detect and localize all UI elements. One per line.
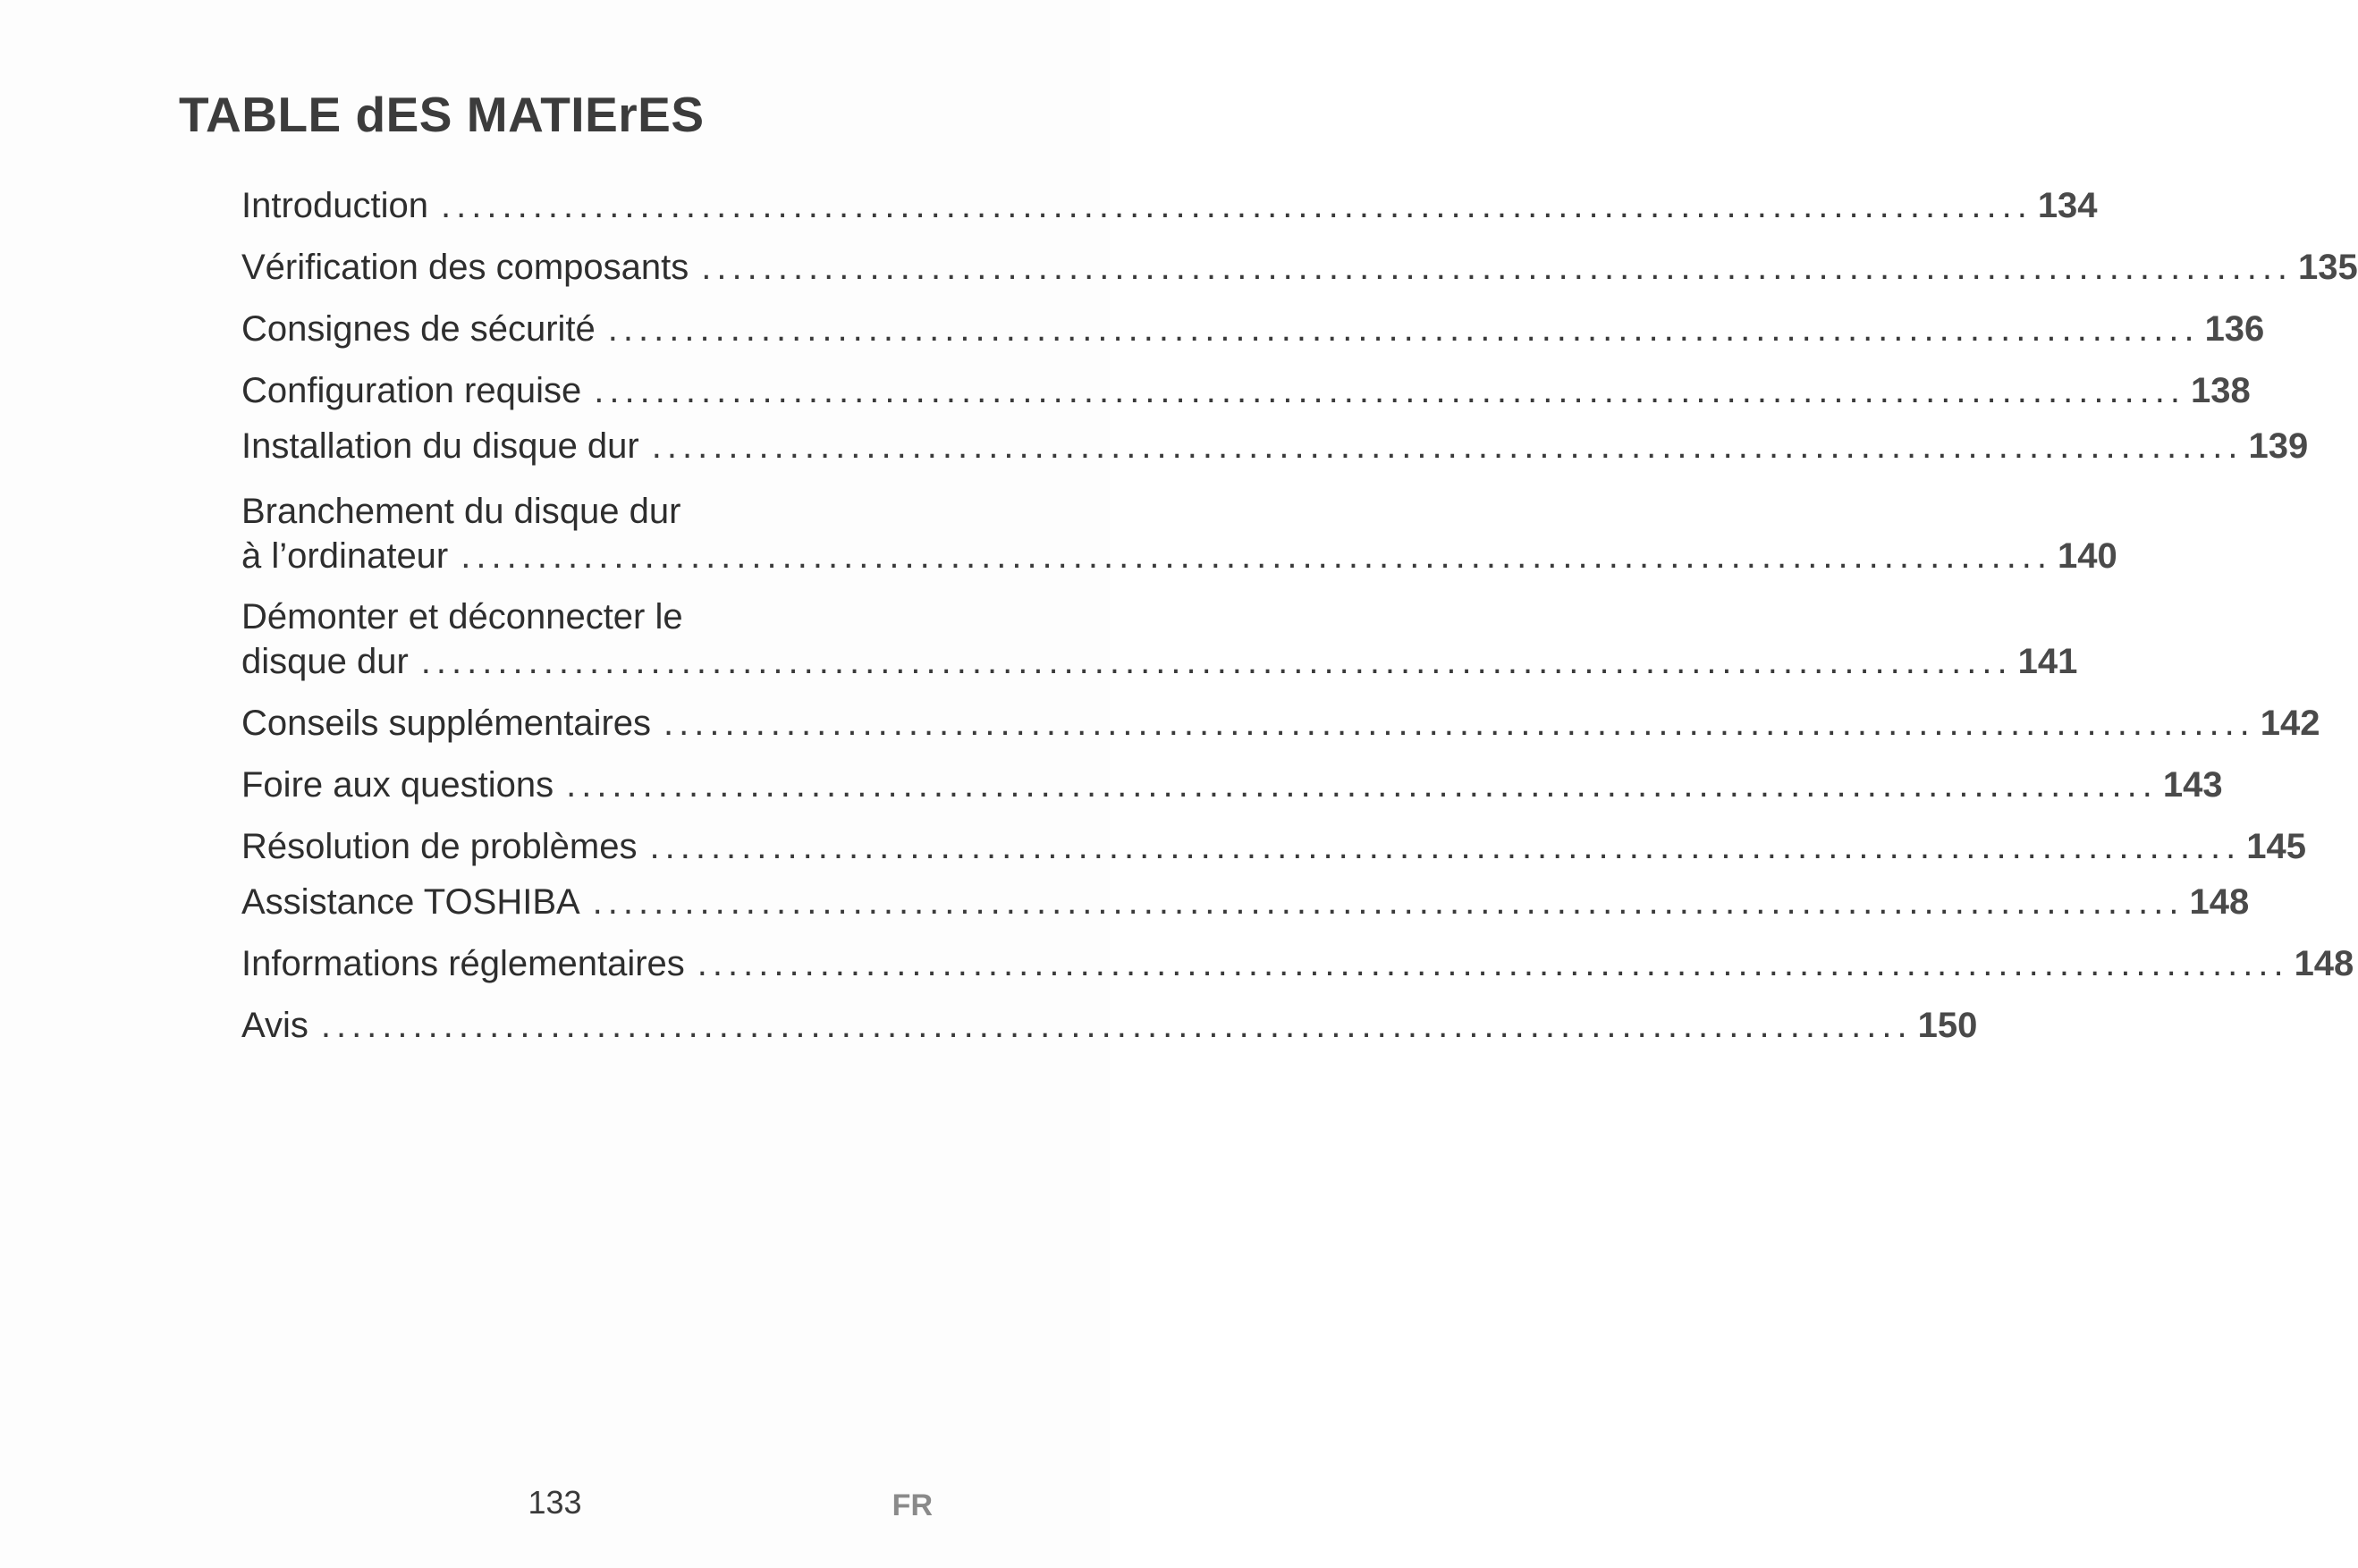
toc-entry-branchement[interactable] — [241, 489, 2117, 578]
dot-leader: ........................................................................................................ — [697, 944, 2289, 983]
toc-entry-introduction[interactable] — [241, 183, 2098, 228]
toc-entry-conseils[interactable] — [241, 701, 2320, 746]
toc-entry-label: Avis — [241, 1006, 308, 1045]
toc-entry-verification[interactable] — [241, 245, 2358, 290]
toc-entry-installation[interactable] — [241, 424, 2309, 468]
dot-leader: ........................................................................................................ — [594, 371, 2186, 410]
toc-page-number: 145 — [2246, 827, 2307, 866]
toc-entry-label: à l’ordinateur — [241, 536, 449, 576]
toc-entry-label: Introduction — [241, 186, 429, 225]
dot-leader: ........................................................................................................ — [592, 882, 2185, 922]
toc-page-number: 134 — [2037, 186, 2098, 225]
toc-entry-consignes[interactable] — [241, 307, 2265, 351]
toc-page-number: 150 — [1917, 1006, 1978, 1045]
toc-entry-label-line-1: Démonter et déconnecter le — [241, 597, 683, 636]
toc-entry-demonter[interactable] — [241, 594, 2078, 684]
dot-leader: ........................................................................................................ — [461, 536, 2053, 576]
dot-leader: ........................................................................................................ — [320, 1006, 1913, 1045]
dot-leader: ........................................................................................................ — [607, 309, 2200, 349]
dot-leader: ........................................................................................................ — [566, 765, 2158, 805]
page-title: TABLE dES MATIErES — [179, 87, 705, 142]
toc-page-number: 141 — [2017, 642, 2078, 681]
toc-entry-label: Consignes de sécurité — [241, 309, 596, 349]
toc-entry-label: Informations réglementaires — [241, 944, 685, 983]
dot-leader: ........................................................................................................ — [651, 426, 2244, 466]
toc-page-number: 143 — [2162, 765, 2223, 805]
toc-page-number: 139 — [2248, 426, 2309, 466]
toc-entry-label: Conseils supplémentaires — [241, 704, 652, 743]
toc-page-number: 136 — [2204, 309, 2265, 349]
toc-entry-label: Installation du disque dur — [241, 426, 639, 466]
toc-entry-label: Vérification des composants — [241, 248, 689, 287]
toc-entry-label: Résolution de problèmes — [241, 827, 638, 866]
toc-entry-configuration[interactable] — [241, 368, 2251, 413]
toc-page-number: 142 — [2260, 704, 2320, 743]
dot-leader: ........................................................................................................ — [441, 186, 2033, 225]
toc-entry-label: Foire aux questions — [241, 765, 554, 805]
toc-page-number: 148 — [2294, 944, 2354, 983]
dot-leader: ........................................................................................................ — [420, 642, 2013, 681]
toc-page-number: 135 — [2298, 248, 2358, 287]
toc-entry-label: Assistance TOSHIBA — [241, 882, 580, 922]
toc-page-number: 140 — [2058, 536, 2117, 576]
toc-entry-label-line-1: Branchement du disque dur — [241, 492, 681, 531]
toc-entry-label: disque dur — [241, 642, 409, 681]
toc-entry-resolution[interactable] — [241, 824, 2307, 869]
toc-entry-avis[interactable] — [241, 1003, 1978, 1048]
dot-leader: ........................................................................................................ — [663, 704, 2255, 743]
toc-entry-assistance[interactable] — [241, 880, 2250, 924]
toc-entry-faq[interactable] — [241, 763, 2223, 807]
toc-page-number: 138 — [2191, 371, 2251, 410]
page-number: 133 — [528, 1484, 582, 1521]
toc-entry-informations[interactable] — [241, 941, 2354, 986]
dot-leader: ........................................................................................................ — [649, 827, 2242, 866]
language-tag: FR — [892, 1488, 933, 1522]
toc-entry-label: Configuration requise — [241, 371, 582, 410]
toc-page-number: 148 — [2189, 882, 2250, 922]
dot-leader: ........................................................................................................ — [701, 248, 2294, 287]
table-of-contents — [241, 183, 2358, 1048]
